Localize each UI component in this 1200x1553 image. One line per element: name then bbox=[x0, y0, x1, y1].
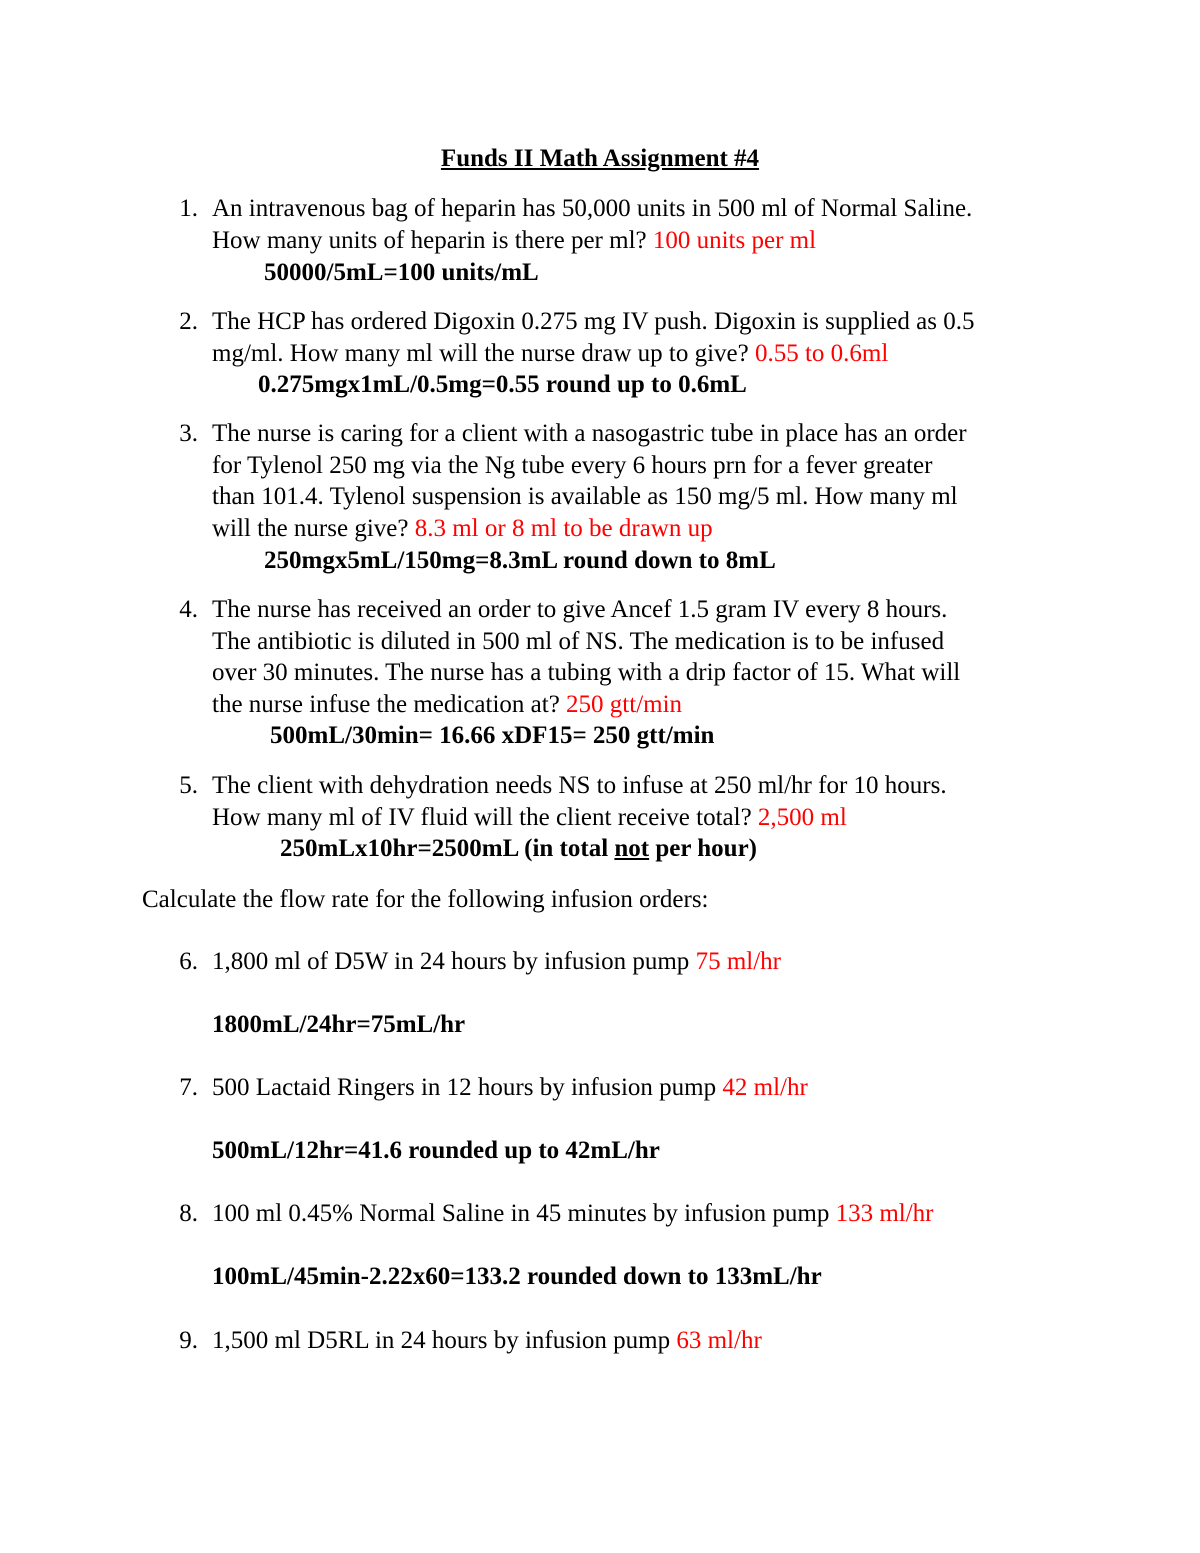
q2-number: 2. bbox=[179, 308, 198, 335]
q4-line-2: The antibiotic is diluted in 500 ml of NS. The medication is to be infused bbox=[212, 628, 945, 655]
q8-answer: 133 ml/hr bbox=[835, 1200, 934, 1227]
q3-question-text: will the nurse give? bbox=[212, 515, 415, 542]
q5-work-emphasis: not bbox=[614, 835, 650, 862]
q3-answer: 8.3 ml or 8 ml to be drawn up bbox=[414, 515, 713, 542]
q1-answer: 100 units per ml bbox=[652, 227, 817, 254]
q2-line-1: The HCP has ordered Digoxin 0.275 mg IV push. Digoxin is supplied as 0.5 bbox=[212, 308, 975, 335]
q5-answer: 2,500 ml bbox=[757, 804, 847, 831]
q5-question-text: How many ml of IV fluid will the client receive total? bbox=[212, 804, 758, 831]
q1-line-1: An intravenous bag of heparin has 50,000 units in 500 ml of Normal Saline. bbox=[212, 195, 973, 222]
q8-line bbox=[212, 1199, 934, 1229]
q5-number: 5. bbox=[179, 772, 198, 799]
q1-question-text: How many units of heparin is there per ml? bbox=[212, 227, 653, 254]
q5-work-part-1: 250mLx10hr=2500mL (in total bbox=[280, 835, 615, 862]
q8-work: 100mL/45min-2.22x60=133.2 rounded down to 133mL/hr bbox=[212, 1263, 822, 1290]
q1-line-2 bbox=[212, 226, 816, 256]
q9-number: 9. bbox=[179, 1327, 198, 1354]
q7-question-text: 500 Lactaid Ringers in 12 hours by infusion pump bbox=[212, 1074, 723, 1101]
q2-answer: 0.55 to 0.6ml bbox=[754, 340, 889, 367]
q4-line-3: over 30 minutes. The nurse has a tubing with a drip factor of 15. What will bbox=[212, 659, 961, 686]
q3-line-3: than 101.4. Tylenol suspension is available as 150 mg/5 ml. How many ml bbox=[212, 483, 958, 510]
q4-number: 4. bbox=[179, 596, 198, 623]
q3-number: 3. bbox=[179, 420, 198, 447]
q2-line-2 bbox=[212, 339, 888, 369]
q2-question-text: mg/ml. How many ml will the nurse draw up to give? bbox=[212, 340, 755, 367]
q7-answer: 42 ml/hr bbox=[722, 1074, 808, 1101]
q4-work: 500mL/30min= 16.66 xDF15= 250 gtt/min bbox=[270, 722, 715, 749]
q5-line-1: The client with dehydration needs NS to infuse at 250 ml/hr for 10 hours. bbox=[212, 772, 947, 799]
q5-work bbox=[280, 834, 757, 864]
q2-work: 0.275mgx1mL/0.5mg=0.55 round up to 0.6mL bbox=[258, 371, 747, 398]
q1-work: 50000/5mL=100 units/mL bbox=[264, 259, 539, 286]
q3-work: 250mgx5mL/150mg=8.3mL round down to 8mL bbox=[264, 547, 776, 574]
section-heading: Calculate the flow rate for the following infusion orders: bbox=[142, 886, 709, 913]
q3-line-2: for Tylenol 250 mg via the Ng tube every 6 hours prn for a fever greater bbox=[212, 452, 933, 479]
q6-number: 6. bbox=[179, 948, 198, 975]
q4-line-1: The nurse has received an order to give Ancef 1.5 gram IV every 8 hours. bbox=[212, 596, 948, 623]
q3-line-1: The nurse is caring for a client with a nasogastric tube in place has an order bbox=[212, 420, 967, 447]
q5-line-2 bbox=[212, 803, 847, 833]
q8-question-text: 100 ml 0.45% Normal Saline in 45 minutes by infusion pump bbox=[212, 1200, 836, 1227]
q6-line bbox=[212, 947, 781, 977]
page-title: Funds II Math Assignment #4 bbox=[440, 145, 760, 172]
q9-question-text: 1,500 ml D5RL in 24 hours by infusion pump bbox=[212, 1327, 677, 1354]
q1-number: 1. bbox=[179, 195, 198, 222]
q7-work: 500mL/12hr=41.6 rounded up to 42mL/hr bbox=[212, 1137, 660, 1164]
q4-question-text: the nurse infuse the medication at? bbox=[212, 691, 567, 718]
q4-line-4 bbox=[212, 690, 682, 720]
q8-number: 8. bbox=[179, 1200, 198, 1227]
q7-number: 7. bbox=[179, 1074, 198, 1101]
q3-line-4 bbox=[212, 514, 713, 544]
q5-work-part-2: per hour) bbox=[649, 835, 757, 862]
q6-question-text: 1,800 ml of D5W in 24 hours by infusion pump bbox=[212, 948, 696, 975]
q7-line bbox=[212, 1073, 808, 1103]
q4-answer: 250 gtt/min bbox=[566, 691, 683, 718]
q6-answer: 75 ml/hr bbox=[695, 948, 781, 975]
q9-answer: 63 ml/hr bbox=[676, 1327, 762, 1354]
q9-line bbox=[212, 1326, 762, 1356]
q6-work: 1800mL/24hr=75mL/hr bbox=[212, 1011, 466, 1038]
